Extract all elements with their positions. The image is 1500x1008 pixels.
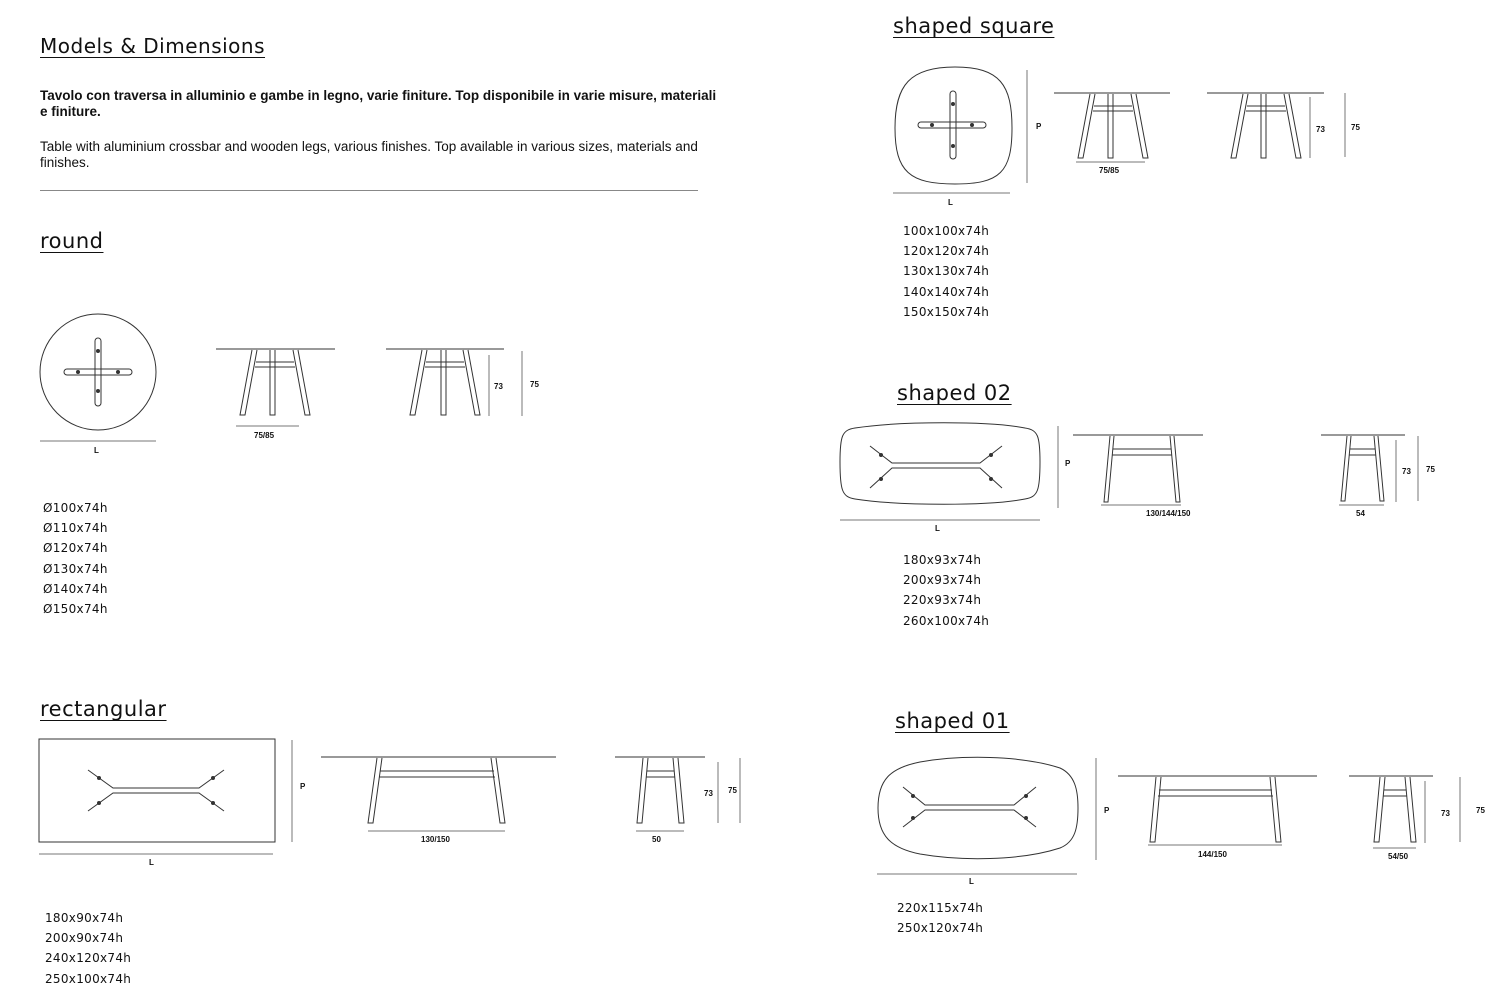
- description-english: Table with aluminium crossbar and wooden legs, various finishes. Top available in various sizes, materials and finishes.: [40, 139, 698, 170]
- shaped-square-label-length: L: [948, 198, 953, 207]
- cross-base-icon: [64, 338, 132, 406]
- shaped-01-label-base-depth: 54/50: [1388, 852, 1409, 861]
- size-item: 130x130x74h: [903, 264, 990, 279]
- size-item: 180x93x74h: [903, 553, 982, 567]
- size-item: Ø130x74h: [43, 561, 108, 576]
- shaped-square-label-total-height: 75: [1351, 123, 1360, 132]
- round-label-top-height: 73: [494, 382, 503, 391]
- size-item: 240x120x74h: [45, 951, 132, 966]
- shaped-01-size-list: [897, 898, 983, 938]
- section-title-shaped-square: shaped square: [893, 14, 1055, 38]
- shaped-01-label-length: L: [969, 877, 974, 886]
- shaped-02-label-length: L: [935, 524, 940, 533]
- shaped-01-label-base-length: 144/150: [1198, 850, 1227, 859]
- size-item: 200x90x74h: [45, 931, 124, 946]
- shaped-02-label-top-height: 73: [1402, 467, 1411, 476]
- rectangular-label-base-depth: 50: [652, 835, 661, 844]
- shaped-02-label-depth: P: [1065, 459, 1071, 468]
- page-title: Models & Dimensions: [40, 34, 266, 58]
- size-item: Ø150x74h: [43, 602, 108, 617]
- rectangular-label-total-height: 75: [728, 786, 737, 795]
- shaped-02-label-base-depth: 54: [1356, 509, 1365, 518]
- shaped-02-size-list: [903, 550, 989, 631]
- rectangular-tabletop-outline: [39, 739, 275, 842]
- size-item: 220x93x74h: [903, 593, 982, 608]
- description-italian: Tavolo con traversa in alluminio e gambe in legno, varie finiture. Top disponibile in varie misure, materiali e finiture.: [40, 88, 717, 119]
- round-label-base-width: 75/85: [254, 431, 275, 440]
- header-divider: [40, 190, 698, 191]
- size-item: Ø140x74h: [43, 581, 108, 596]
- shaped-square-size-list: [903, 221, 989, 322]
- y-base-icon: [903, 787, 1036, 827]
- shaped-01-label-total-height: 75: [1476, 806, 1485, 815]
- size-item: Ø110x74h: [43, 521, 108, 536]
- y-base-icon: [870, 446, 1002, 488]
- round-size-list: [43, 498, 108, 619]
- size-item: 140x140x74h: [903, 284, 990, 299]
- rectangular-label-depth: P: [300, 782, 306, 791]
- shaped-01-tabletop-outline: [878, 757, 1078, 858]
- rectangular-label-length: L: [149, 858, 154, 867]
- shaped-square-tabletop-outline: [895, 67, 1012, 184]
- size-item: Ø120x74h: [43, 541, 108, 556]
- rectangular-label-top-height: 73: [704, 789, 713, 798]
- size-item: 260x100x74h: [903, 613, 990, 628]
- round-label-length: L: [94, 446, 99, 455]
- rectangular-label-base-length: 130/150: [421, 835, 450, 844]
- shaped-01-label-top-height: 73: [1441, 809, 1450, 818]
- shaped-square-label-depth: P: [1036, 122, 1042, 131]
- shaped-01-side-view: [0, 0, 1, 1]
- size-item: 250x100x74h: [45, 971, 132, 986]
- shaped-square-label-top-height: 73: [1316, 125, 1325, 134]
- size-item: Ø100x74h: [43, 501, 108, 515]
- shaped-01-label-depth: P: [1104, 806, 1110, 815]
- size-item: 180x90x74h: [45, 911, 124, 925]
- size-item: 150x150x74h: [903, 304, 990, 319]
- size-item: 250x120x74h: [897, 921, 984, 936]
- section-title-rectangular: rectangular: [40, 697, 167, 721]
- y-base-icon: [88, 770, 224, 811]
- section-title-shaped-01: shaped 01: [895, 709, 1010, 733]
- round-tabletop-outline: [40, 314, 156, 430]
- size-item: 120x120x74h: [903, 244, 990, 259]
- section-title-round: round: [40, 229, 104, 253]
- cross-base-icon: [918, 91, 986, 159]
- shaped-02-label-base-length: 130/144/150: [1146, 509, 1191, 518]
- size-item: 200x93x74h: [903, 573, 982, 588]
- rectangular-size-list: [45, 908, 131, 989]
- shaped-square-label-base-width: 75/85: [1099, 166, 1120, 175]
- section-title-shaped-02: shaped 02: [897, 381, 1012, 405]
- size-item: 220x115x74h: [897, 901, 984, 915]
- shaped-02-label-total-height: 75: [1426, 465, 1435, 474]
- round-label-total-height: 75: [530, 380, 539, 389]
- size-item: 100x100x74h: [903, 224, 990, 238]
